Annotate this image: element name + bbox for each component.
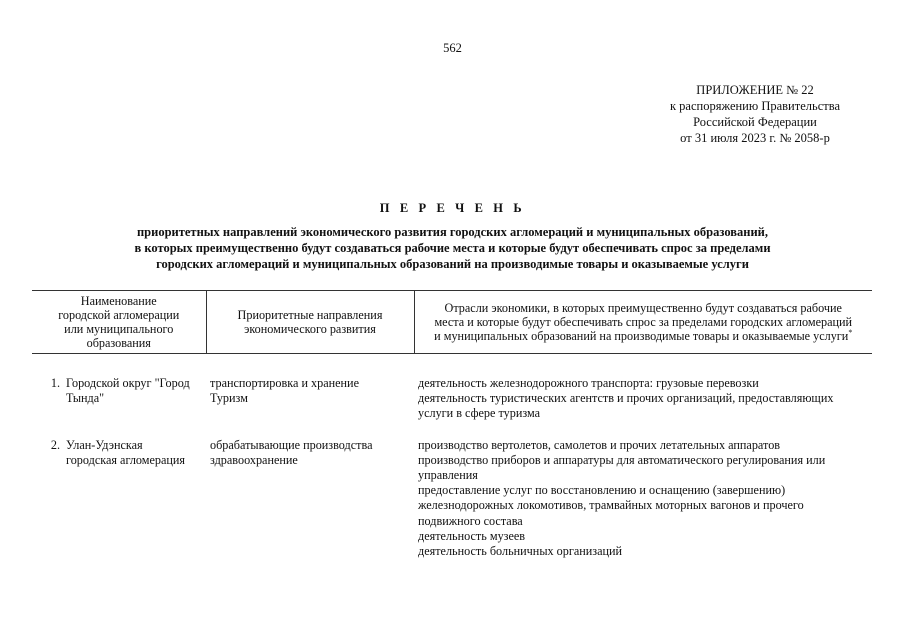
document-subtitle xyxy=(40,224,865,272)
table-header-row xyxy=(32,291,872,354)
header-line: экономического развития xyxy=(244,322,376,336)
sector-line: производство вертолетов, самолетов и прочих летательных аппаратов xyxy=(418,437,781,452)
subtitle-line: в которых преимущественно будут создаваться рабочие места и которые будут обеспечивать спрос за пределами xyxy=(134,241,771,255)
footnote-mark: * xyxy=(848,327,853,337)
appendix-block xyxy=(640,82,870,146)
header-line xyxy=(419,329,869,343)
header-name xyxy=(32,291,206,354)
appendix-line: к распоряжению Правительства xyxy=(669,99,840,113)
appendix-line: от 31 июля 2023 г. № 2058-р xyxy=(680,131,830,145)
header-sectors xyxy=(414,291,872,354)
sector-line: деятельность больничных организаций xyxy=(418,544,623,559)
sector-line: услуги в сфере туризма xyxy=(418,406,541,421)
subtitle-line: приоритетных направлений экономического развития городских агломераций и муниципальных образований, xyxy=(136,225,768,239)
name-line: городская агломерация xyxy=(66,452,186,467)
header-line: образования xyxy=(86,336,151,350)
sector-line: деятельность железнодорожного транспорта: грузовые перевозки xyxy=(418,376,759,390)
header-line: городской агломерации xyxy=(58,308,180,322)
header-text: и муниципальных образований на производимые товары и оказываемые услуги xyxy=(434,329,849,343)
sector-line: деятельность туристических агентств и прочих организаций, предоставляющих xyxy=(418,391,834,406)
cell-sectors xyxy=(414,376,872,422)
appendix-line: ПРИЛОЖЕНИЕ № 22 xyxy=(696,83,814,97)
row-number: 2. xyxy=(50,437,60,452)
cell-name xyxy=(32,376,206,422)
table-row xyxy=(32,438,872,560)
sector-line: подвижного состава xyxy=(418,513,523,528)
cell-name xyxy=(32,438,206,560)
document-title: П Е Р Е Ч Е Н Ь xyxy=(379,201,526,215)
name-line: Городской округ "Город xyxy=(66,376,190,390)
page-number: 562 xyxy=(443,41,462,55)
header-directions xyxy=(206,291,414,354)
header-line: Наименование xyxy=(80,294,157,308)
sector-line: управления xyxy=(418,468,478,483)
name-line: Улан-Удэнская xyxy=(66,437,143,452)
header-line: места и которые будут обеспечивать спрос за пределами городских агломераций xyxy=(434,315,853,329)
direction-line: транспортировка и хранение xyxy=(210,376,359,390)
cell-sectors xyxy=(414,438,872,560)
table-row xyxy=(32,376,872,422)
header-line: Отрасли экономики, в которых преимущественно будут создаваться рабочие xyxy=(444,301,842,315)
priorities-table xyxy=(32,290,872,559)
sector-line: предоставление услуг по восстановлению и оснащению (завершению) xyxy=(418,483,786,498)
direction-line: здравоохранение xyxy=(210,452,298,467)
header-line: Приоритетные направления xyxy=(237,308,383,322)
row-number: 1. xyxy=(50,376,60,390)
cell-directions xyxy=(206,438,414,560)
sector-line: деятельность музеев xyxy=(418,528,526,543)
sector-line: производство приборов и аппаратуры для автоматического регулирования или xyxy=(418,452,826,467)
name-line: Тында" xyxy=(66,391,105,406)
cell-directions xyxy=(206,376,414,422)
sector-line: железнодорожных локомотивов, трамвайных моторных вагонов и прочего xyxy=(418,498,804,513)
header-line: или муниципального xyxy=(64,322,174,336)
appendix-line: Российской Федерации xyxy=(693,115,817,129)
subtitle-line: городских агломераций и муниципальных образований на производимые товары и оказываемые услуги xyxy=(156,257,749,271)
direction-line: Туризм xyxy=(210,391,248,406)
direction-line: обрабатывающие производства xyxy=(210,437,373,452)
